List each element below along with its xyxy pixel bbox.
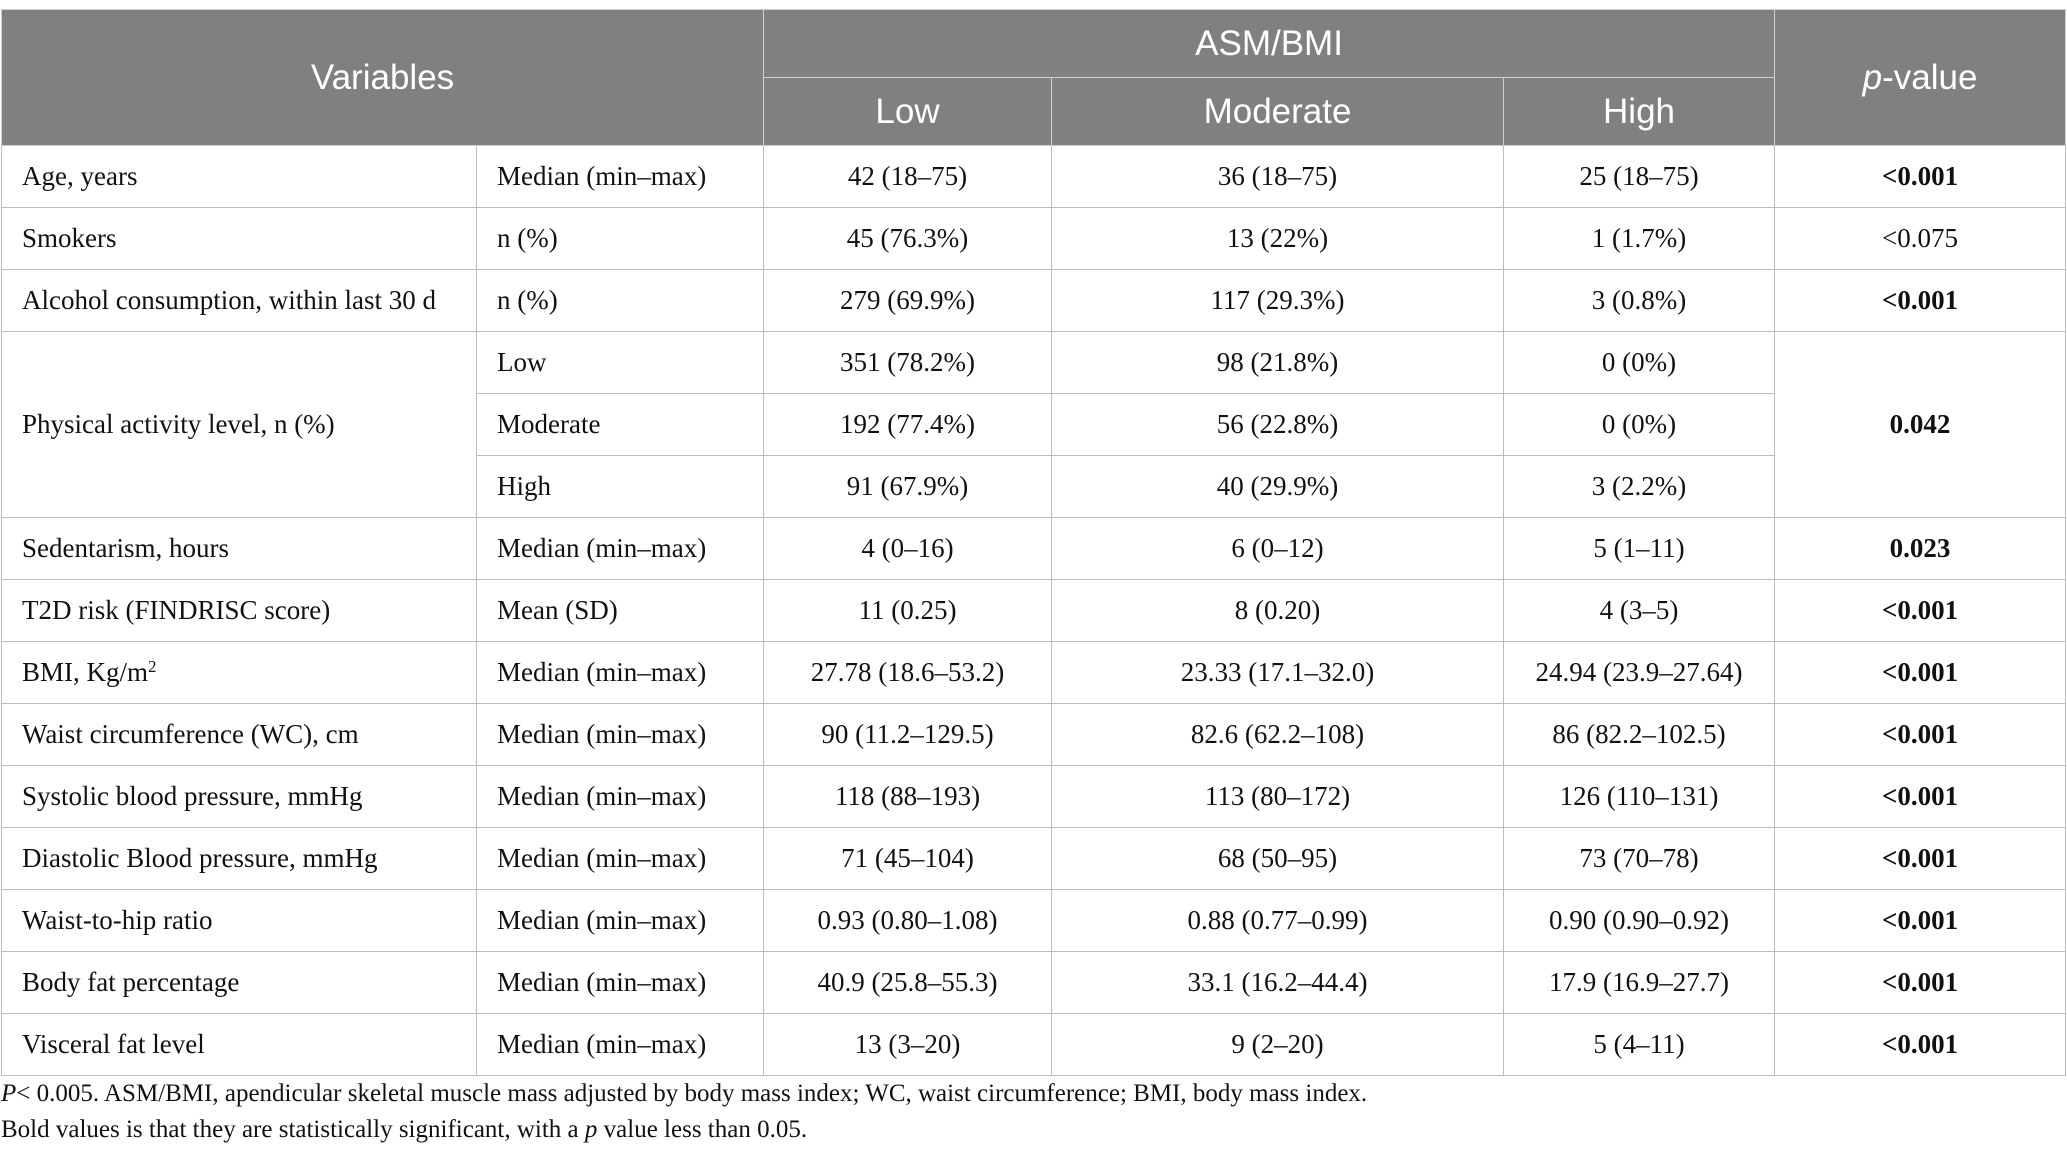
- value-high: 0 (0%): [1504, 394, 1775, 456]
- variable-name: [2, 952, 477, 1014]
- statistic-label: Median (min–max): [477, 828, 764, 890]
- value-high: 86 (82.2–102.5): [1504, 704, 1775, 766]
- p-value: <0.001: [1775, 704, 2066, 766]
- value-low: 40.9 (25.8–55.3): [764, 952, 1052, 1014]
- statistic-label: Median (min–max): [477, 766, 764, 828]
- value-low: 45 (76.3%): [764, 208, 1052, 270]
- value-high: 126 (110–131): [1504, 766, 1775, 828]
- value-moderate: 98 (21.8%): [1052, 332, 1504, 394]
- value-moderate: 68 (50–95): [1052, 828, 1504, 890]
- statistic-label: Mean (SD): [477, 580, 764, 642]
- table-row: [2, 580, 2066, 642]
- variable-label: Waist-to-hip ratio: [22, 905, 213, 935]
- header-p-value: p-value: [1775, 10, 2066, 146]
- variable-name: [2, 828, 477, 890]
- statistic-label: Median (min–max): [477, 518, 764, 580]
- table-body: [2, 146, 2066, 1076]
- value-high: 3 (2.2%): [1504, 456, 1775, 518]
- variable-label: Waist circumference (WC), cm: [22, 719, 359, 749]
- statistic-label: Median (min–max): [477, 890, 764, 952]
- variable-name: [2, 518, 477, 580]
- table-row: [2, 952, 2066, 1014]
- table-row: [2, 332, 2066, 394]
- value-high: 4 (3–5): [1504, 580, 1775, 642]
- value-moderate: 6 (0–12): [1052, 518, 1504, 580]
- variable-name: [2, 642, 477, 704]
- variable-name: [2, 146, 477, 208]
- value-moderate: 8 (0.20): [1052, 580, 1504, 642]
- value-low: 4 (0–16): [764, 518, 1052, 580]
- value-moderate: 56 (22.8%): [1052, 394, 1504, 456]
- value-high: 1 (1.7%): [1504, 208, 1775, 270]
- value-low: 279 (69.9%): [764, 270, 1052, 332]
- value-moderate: 82.6 (62.2–108): [1052, 704, 1504, 766]
- value-high: 73 (70–78): [1504, 828, 1775, 890]
- statistic-label: n (%): [477, 208, 764, 270]
- value-low: 192 (77.4%): [764, 394, 1052, 456]
- value-low: 0.93 (0.80–1.08): [764, 890, 1052, 952]
- variable-label: Visceral fat level: [22, 1029, 205, 1059]
- variable-name: [2, 580, 477, 642]
- value-high: 17.9 (16.9–27.7): [1504, 952, 1775, 1014]
- statistic-label: n (%): [477, 270, 764, 332]
- value-moderate: 113 (80–172): [1052, 766, 1504, 828]
- superscript: 2: [148, 657, 157, 676]
- p-value: <0.001: [1775, 580, 2066, 642]
- variable-name: [2, 1014, 477, 1076]
- variable-label: BMI, Kg/m: [22, 657, 149, 687]
- value-moderate: 117 (29.3%): [1052, 270, 1504, 332]
- variable-label: Body fat percentage: [22, 967, 240, 997]
- statistic-label: Median (min–max): [477, 146, 764, 208]
- header-moderate: Moderate: [1052, 78, 1504, 146]
- table-row: [2, 518, 2066, 580]
- header-low: Low: [764, 78, 1052, 146]
- value-high: 3 (0.8%): [1504, 270, 1775, 332]
- results-table: [1, 9, 2066, 1076]
- statistic-label: Moderate: [477, 394, 764, 456]
- p-value: <0.001: [1775, 828, 2066, 890]
- value-high: 25 (18–75): [1504, 146, 1775, 208]
- statistic-label: Low: [477, 332, 764, 394]
- value-high: 0 (0%): [1504, 332, 1775, 394]
- statistic-label: Median (min–max): [477, 1014, 764, 1076]
- table-row: [2, 146, 2066, 208]
- value-low: 71 (45–104): [764, 828, 1052, 890]
- variable-name: [2, 766, 477, 828]
- statistic-label: Median (min–max): [477, 704, 764, 766]
- header-variables: Variables: [2, 10, 764, 146]
- p-value: <0.001: [1775, 766, 2066, 828]
- value-low: 90 (11.2–129.5): [764, 704, 1052, 766]
- value-moderate: 23.33 (17.1–32.0): [1052, 642, 1504, 704]
- p-value: <0.001: [1775, 642, 2066, 704]
- value-high: 0.90 (0.90–0.92): [1504, 890, 1775, 952]
- value-low: 27.78 (18.6–53.2): [764, 642, 1052, 704]
- table-header: [2, 10, 2066, 146]
- variable-label: Diastolic Blood pressure, mmHg: [22, 843, 378, 873]
- footnote-abbreviations: P< 0.005. ASM/BMI, apendicular skeletal muscle mass adjusted by body mass index; WC, waist circumference; BMI, body mass index.: [1, 1080, 1368, 1107]
- value-low: 13 (3–20): [764, 1014, 1052, 1076]
- variable-name: [2, 890, 477, 952]
- p-value: <0.001: [1775, 1014, 2066, 1076]
- header-asm-bmi: ASM/BMI: [764, 10, 1775, 78]
- statistic-label: Median (min–max): [477, 642, 764, 704]
- variable-name: [2, 270, 477, 332]
- table-row: [2, 704, 2066, 766]
- footnote-bold-values: Bold values is that they are statistically significant, with a p value less than 0.05.: [1, 1116, 808, 1143]
- table-row: [2, 270, 2066, 332]
- p-value: <0.001: [1775, 890, 2066, 952]
- header-high: High: [1504, 78, 1775, 146]
- value-low: 91 (67.9%): [764, 456, 1052, 518]
- table-row: [2, 642, 2066, 704]
- variable-label: Alcohol consumption, within last 30 d: [22, 285, 436, 315]
- variable-label: T2D risk (FINDRISC score): [22, 595, 331, 625]
- value-low: 42 (18–75): [764, 146, 1052, 208]
- p-value: <0.001: [1775, 270, 2066, 332]
- variable-name: [2, 208, 477, 270]
- value-low: 11 (0.25): [764, 580, 1052, 642]
- table-row: [2, 1014, 2066, 1076]
- variable-label: Sedentarism, hours: [22, 533, 229, 563]
- variable-label: Systolic blood pressure, mmHg: [22, 781, 363, 811]
- value-low: 118 (88–193): [764, 766, 1052, 828]
- value-moderate: 40 (29.9%): [1052, 456, 1504, 518]
- p-value: <0.001: [1775, 952, 2066, 1014]
- variable-label: Age, years: [22, 161, 138, 191]
- table-row: [2, 766, 2066, 828]
- table-row: [2, 828, 2066, 890]
- variable-name: Physical activity level, n (%): [2, 332, 477, 518]
- variable-label: Smokers: [22, 223, 117, 253]
- p-value: <0.001: [1775, 146, 2066, 208]
- table-row: [2, 208, 2066, 270]
- p-value: 0.042: [1775, 332, 2066, 518]
- value-high: 5 (4–11): [1504, 1014, 1775, 1076]
- value-low: 351 (78.2%): [764, 332, 1052, 394]
- value-moderate: 9 (2–20): [1052, 1014, 1504, 1076]
- value-moderate: 0.88 (0.77–0.99): [1052, 890, 1504, 952]
- statistic-label: High: [477, 456, 764, 518]
- p-value: <0.075: [1775, 208, 2066, 270]
- table-row: [2, 890, 2066, 952]
- value-moderate: 36 (18–75): [1052, 146, 1504, 208]
- value-moderate: 13 (22%): [1052, 208, 1504, 270]
- statistic-label: Median (min–max): [477, 952, 764, 1014]
- variable-name: [2, 704, 477, 766]
- value-high: 24.94 (23.9–27.64): [1504, 642, 1775, 704]
- value-high: 5 (1–11): [1504, 518, 1775, 580]
- p-value: 0.023: [1775, 518, 2066, 580]
- value-moderate: 33.1 (16.2–44.4): [1052, 952, 1504, 1014]
